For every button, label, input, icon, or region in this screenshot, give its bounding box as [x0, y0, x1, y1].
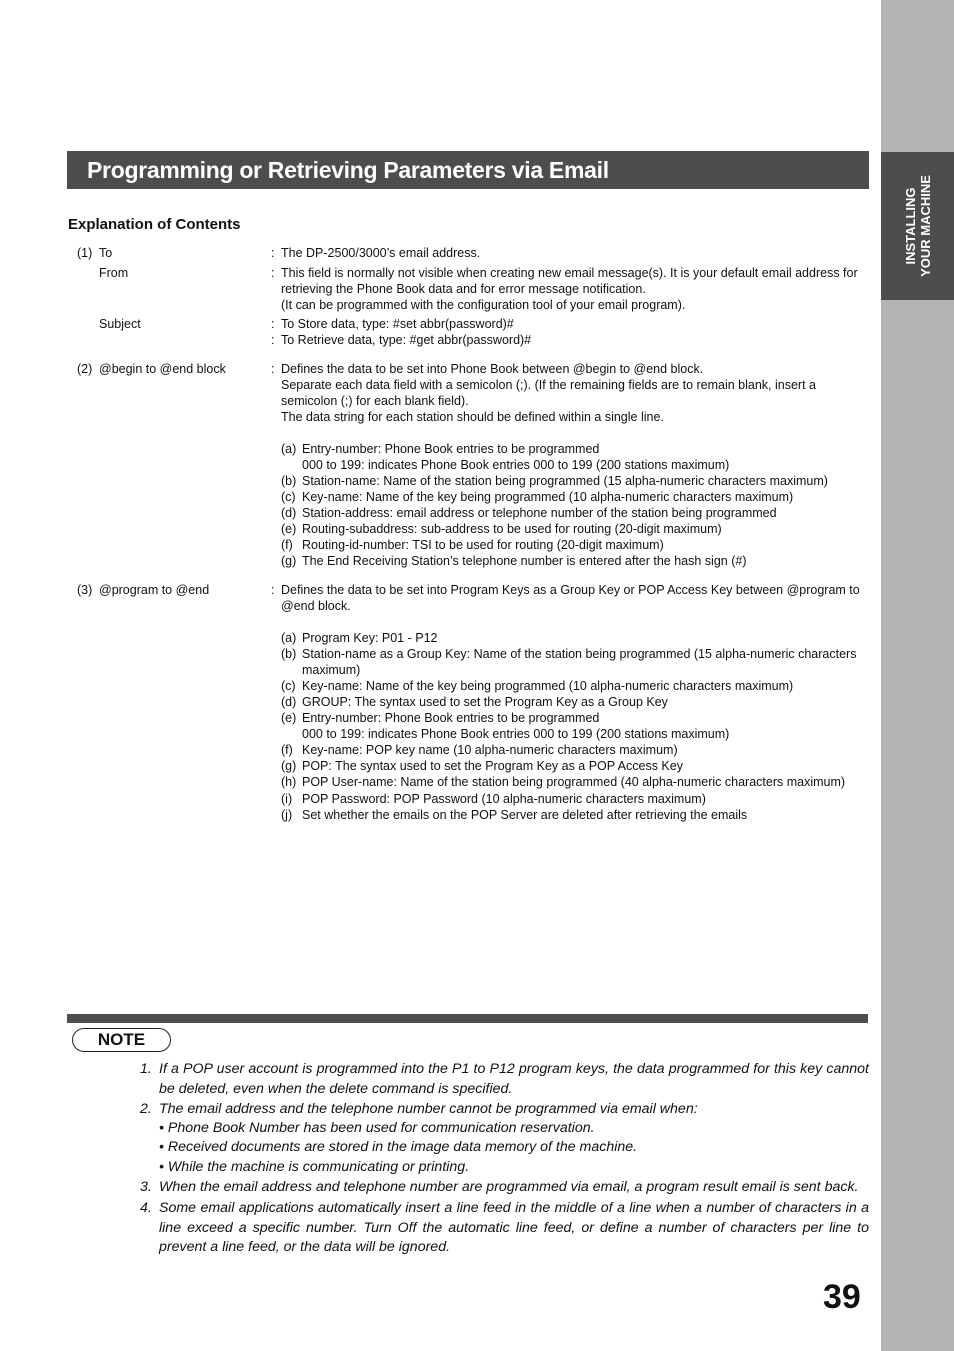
- page-number: 39: [823, 1278, 861, 1316]
- sub-letter: (a): [281, 631, 297, 645]
- sub-letter: (a): [281, 442, 297, 456]
- colon: :: [271, 583, 275, 597]
- sub-letter: (d): [281, 506, 297, 520]
- section-tab-label: [903, 175, 933, 277]
- sub-letter: (i): [281, 792, 293, 806]
- sub-letter: (c): [281, 679, 296, 693]
- item-label: @begin to @end block: [99, 362, 226, 376]
- sub-text: Key-name: Name of the key being programmed (10 alpha-numeric characters maximum): [302, 679, 794, 693]
- sub-text: The End Receiving Station’s telephone number is entered after the hash sign (#): [302, 554, 747, 568]
- title-bar: [67, 151, 869, 189]
- sub-text: Routing-subaddress: sub-address to be used for routing (20-digit maximum): [302, 522, 722, 536]
- section-tab-line1: INSTALLING: [902, 187, 918, 265]
- item-text-line: The data string for each station should be defined within a single line.: [281, 410, 664, 424]
- colon: :: [271, 317, 275, 331]
- sub-text: Set whether the emails on the POP Server are deleted after retrieving the emails: [302, 808, 748, 822]
- sub-text: GROUP: The syntax used to set the Program Key as a Group Key: [302, 695, 668, 709]
- sub-letter: (d): [281, 695, 297, 709]
- sub-letter: (e): [281, 711, 297, 725]
- page-title: Programming or Retrieving Parameters via Email: [87, 157, 609, 183]
- sub-letter: (g): [281, 759, 297, 773]
- sub-text: 000 to 199: indicates Phone Book entries 000 to 199 (200 stations maximum): [302, 458, 730, 472]
- section-heading: Explanation of Contents: [68, 216, 241, 233]
- sub-letter: (f): [281, 743, 293, 757]
- sub-text: Station-address: email address or telephone number of the station being programmed: [302, 506, 777, 520]
- note-item: [140, 1199, 869, 1259]
- item-label: From: [99, 266, 129, 280]
- sub-text: POP: The syntax used to set the Program Key as a POP Access Key: [302, 759, 683, 773]
- note-text: If a POP user account is programmed into the P1 to P12 program keys, the data programmed for this key cannot be deleted, even when the delete command is specified.: [159, 1061, 869, 1097]
- sub-text: maximum): [302, 663, 361, 677]
- colon: :: [271, 246, 275, 260]
- item-number: (2): [77, 362, 93, 376]
- item-number: (1): [77, 246, 93, 260]
- item-text-line: This field is normally not visible when creating new email message(s). It is your default email address for: [281, 266, 858, 280]
- note-text: The email address and the telephone number cannot be programmed via email when:: [159, 1101, 698, 1117]
- item-text-line: Defines the data to be set into Program Keys as a Group Key or POP Access Key between @program to: [281, 583, 860, 597]
- note-divider: [67, 1014, 868, 1023]
- item-label: Subject: [99, 317, 141, 331]
- section-tab-line2: YOUR MACHINE: [917, 175, 933, 277]
- note-bullet: • While the machine is communicating or printing.: [159, 1159, 470, 1175]
- sub-letter: (g): [281, 554, 297, 568]
- item-text-line: Separate each data field with a semicolon (;). (If the remaining fields are to remain blank, insert a: [281, 378, 816, 392]
- colon: :: [271, 333, 275, 347]
- note-number: 1.: [140, 1061, 152, 1077]
- sub-text: 000 to 199: indicates Phone Book entries 000 to 199 (200 stations maximum): [302, 727, 730, 741]
- sub-text: Station-name: Name of the station being programmed (15 alpha-numeric characters maximum): [302, 474, 828, 488]
- note-badge: NOTE: [72, 1028, 171, 1052]
- sub-letter: (b): [281, 647, 297, 661]
- note-item: [140, 1178, 869, 1198]
- note-number: 4.: [140, 1200, 152, 1216]
- note-number: 2.: [140, 1101, 152, 1117]
- sub-letter: (c): [281, 490, 296, 504]
- sub-letter: (e): [281, 522, 297, 536]
- sub-letter: (f): [281, 538, 293, 552]
- item-text-line: retrieving the Phone Book data and for error message notification.: [281, 282, 646, 296]
- item-text-line: To Retrieve data, type: #get abbr(password)#: [281, 333, 532, 347]
- colon: :: [271, 266, 275, 280]
- item-text-line: To Store data, type: #set abbr(password)#: [281, 317, 514, 331]
- item-text-line: @end block.: [281, 599, 351, 613]
- sub-text: Routing-id-number: TSI to be used for routing (20-digit maximum): [302, 538, 664, 552]
- sub-letter: (j): [281, 808, 293, 822]
- sub-text: POP User-name: Name of the station being programmed (40 alpha-numeric characters maximum): [302, 775, 846, 789]
- section-tab: [881, 152, 954, 300]
- sub-text: Entry-number: Phone Book entries to be programmed: [302, 442, 600, 456]
- sub-text: Key-name: POP key name (10 alpha-numeric characters maximum): [302, 743, 678, 757]
- sub-text: Key-name: Name of the key being programmed (10 alpha-numeric characters maximum): [302, 490, 794, 504]
- note-text: When the email address and telephone number are programmed via email, a program result email is sent back.: [159, 1179, 859, 1195]
- note-bullet: • Received documents are stored in the image data memory of the machine.: [159, 1139, 638, 1155]
- sub-letter: (h): [281, 775, 297, 789]
- sub-text: POP Password: POP Password (10 alpha-numeric characters maximum): [302, 792, 706, 806]
- note-item: [140, 1060, 869, 1100]
- note-item: [140, 1100, 869, 1120]
- item-label: To: [99, 246, 113, 260]
- sub-text: Program Key: P01 - P12: [302, 631, 438, 645]
- item-label: @program to @end: [99, 583, 210, 597]
- note-number: 3.: [140, 1179, 152, 1195]
- sub-text: Station-name as a Group Key: Name of the station being programmed (15 alpha-numeric characters: [302, 647, 857, 661]
- item-text-line: Defines the data to be set into Phone Book between @begin to @end block.: [281, 362, 704, 376]
- item-text-line: (It can be programmed with the configuration tool of your email program).: [281, 298, 686, 312]
- sub-letter: (b): [281, 474, 297, 488]
- note-bullet: • Phone Book Number has been used for communication reservation.: [159, 1120, 595, 1136]
- item-number: (3): [77, 583, 93, 597]
- item-text-line: semicolon (;) for each blank field).: [281, 394, 469, 408]
- item-text: The DP-2500/3000’s email address.: [281, 246, 481, 260]
- colon: :: [271, 362, 275, 376]
- note-text: Some email applications automatically insert a line feed in the middle of a line when a number of characters in a line exceed a specific number. Turn Off the automatic line feed, or define a number of characters per line to prevent a line feed, or the data will be ignored.: [159, 1200, 869, 1255]
- sub-text: Entry-number: Phone Book entries to be programmed: [302, 711, 600, 725]
